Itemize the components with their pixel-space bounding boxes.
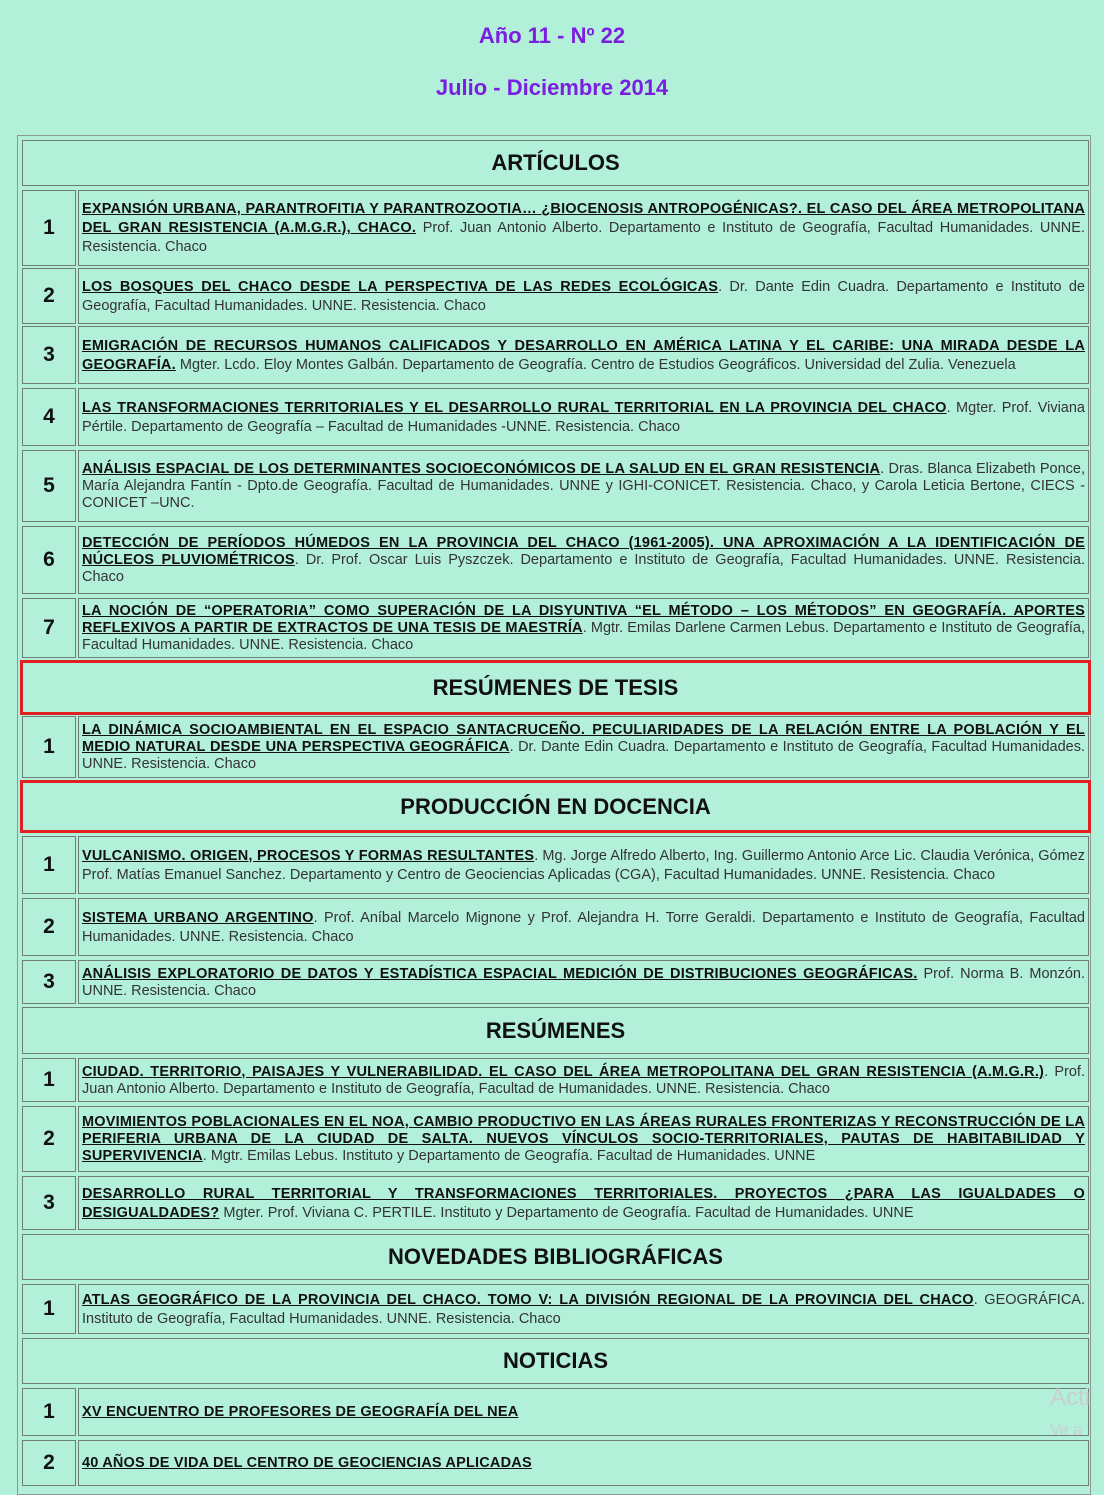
item-number: 1: [22, 716, 76, 778]
list-item: [78, 388, 1089, 446]
activation-watermark: Acti: [1050, 1384, 1091, 1411]
item-number: 2: [22, 1440, 76, 1486]
item-number: 3: [22, 1176, 76, 1230]
item-number: 7: [22, 598, 76, 658]
article-authors: . Mgtr. Emilas Lebus. Instituto y Departamento de Geografía. Facultad de Humanidades. UNNE: [202, 1148, 816, 1164]
item-number: 4: [22, 388, 76, 446]
item-number: 1: [22, 836, 76, 894]
issue-period: Julio - Diciembre 2014: [435, 75, 669, 100]
article-link[interactable]: LA DINÁMICA SOCIOAMBIENTAL EN EL ESPACIO SANTACRUCEÑO. PECULIARIDADES DE LA RELACIÓN ENTRE LA POBLACIÓN Y EL MEDIO NATURAL DESDE UNA PERSPECTIVA GEOGRÁFICA: [82, 722, 1085, 755]
list-item: [78, 1284, 1089, 1334]
section-noticias-heading: NOTICIAS: [22, 1338, 1089, 1384]
article-authors: . Mgter. Prof. Viviana Pértile. Departamento de Geografía – Facultad de Humanidades -UNNE. Resistencia. Chaco: [82, 399, 1085, 435]
article-authors: . Mgtr. Emilas Darlene Carmen Lebus. Departamento e Instituto de Geografía, Facultad Humanidades. UNNE. Resistencia. Chaco: [82, 620, 1085, 653]
list-item: [78, 1176, 1089, 1230]
article-authors: Mgter. Lcdo. Eloy Montes Galbán. Departamento de Geografía. Centro de Estudios Geográficos. Universidad del Zulia. Venezuela: [175, 356, 1016, 373]
section-articulos-heading: ARTÍCULOS: [22, 140, 1089, 186]
article-link[interactable]: LAS TRANSFORMACIONES TERRITORIALES Y EL DESARROLLO RURAL TERRITORIAL EN LA PROVINCIA DEL CHACO: [82, 399, 947, 416]
item-number: 2: [22, 898, 76, 956]
list-item: [78, 716, 1089, 778]
article-link[interactable]: SISTEMA URBANO ARGENTINO: [82, 909, 314, 926]
item-number: 1: [22, 1388, 76, 1436]
item-number: 2: [22, 268, 76, 324]
list-item: [78, 1058, 1089, 1102]
section-docencia-heading: PRODUCCIÓN EN DOCENCIA: [20, 780, 1091, 833]
article-authors: . Mg. Jorge Alfredo Alberto, Ing. Guillermo Antonio Arce Lic. Claudia Verónica, Gómez Prof. Matías Emanuel Sanchez. Departamento y Centro de Geociencias Aplicadas (CGA), Facultad Humanidades. UNNE. Resistencia. Chaco: [82, 847, 1085, 883]
article-authors: . Prof. Juan Antonio Alberto. Departamento e Instituto de Geografía, Facultad de Humanidades. UNNE. Resistencia. Chaco: [82, 1063, 1085, 1097]
article-authors: . Dr. Dante Edin Cuadra. Departamento e Instituto de Geografía, Facultad Humanidades. UNNE. Resistencia. Chaco: [82, 278, 1085, 314]
item-number: 3: [22, 960, 76, 1004]
item-number: 1: [22, 1058, 76, 1102]
issue-number: Año 11 - Nº 22: [478, 23, 626, 48]
article-link[interactable]: LOS BOSQUES DEL CHACO DESDE LA PERSPECTIVA DE LAS REDES ECOLÓGICAS: [82, 278, 719, 295]
list-item: [78, 1106, 1089, 1172]
article-link[interactable]: ATLAS GEOGRÁFICO DE LA PROVINCIA DEL CHACO. TOMO V: LA DIVISIÓN REGIONAL DE LA PROVINCIA DEL CHACO: [82, 1291, 974, 1308]
section-tesis-heading: RESÚMENES DE TESIS: [20, 660, 1091, 715]
article-link[interactable]: VULCANISMO. ORIGEN, PROCESOS Y FORMAS RESULTANTES: [82, 847, 535, 864]
list-item: [78, 898, 1089, 956]
list-item: [78, 598, 1089, 658]
article-authors: Prof. Juan Antonio Alberto. Departamento e Instituto de Geografía, Facultad Humanidades. UNNE. Resistencia. Chaco: [82, 220, 1085, 255]
article-authors: Prof. Norma B. Monzón. UNNE. Resistencia. Chaco: [82, 965, 1085, 999]
list-item: [78, 1440, 1089, 1486]
article-authors: . GEOGRÁFICA. Instituto de Geografía, Facultad Humanidades. UNNE. Resistencia. Chaco: [82, 1291, 1085, 1327]
article-authors: . Dr. Prof. Oscar Luis Pyszczek. Departamento e Instituto de Geografía, Facultad Humanidades. UNNE. Resistencia. Chaco: [82, 552, 1085, 585]
article-link[interactable]: LA NOCIÓN DE “OPERATORIA” COMO SUPERACIÓN DE LA DISYUNTIVA “EL MÉTODO – LOS MÉTODOS” EN GEOGRAFÍA. APORTES REFLEXIVOS A PARTIR DE EXTRACTOS DE UNA TESIS DE MAESTRÍA: [82, 603, 1085, 636]
list-item: [78, 1388, 1089, 1436]
item-number: 1: [22, 1284, 76, 1334]
article-link[interactable]: ANÁLISIS ESPACIAL DE LOS DETERMINANTES SOCIOECONÓMICOS DE LA SALUD EN EL GRAN RESISTENCIA: [82, 461, 881, 477]
list-item: [78, 836, 1089, 894]
article-link[interactable]: ANÁLISIS EXPLORATORIO DE DATOS Y ESTADÍSTICA ESPACIAL MEDICIÓN DE DISTRIBUCIONES GEOGRÁFICAS.: [82, 965, 918, 982]
article-link[interactable]: EMIGRACIÓN DE RECURSOS HUMANOS CALIFICADOS Y DESARROLLO EN AMÉRICA LATINA Y EL CARIBE: UNA MIRADA DESDE LA GEOGRAFÍA.: [82, 337, 1085, 373]
article-link[interactable]: DETECCIÓN DE PERÍODOS HÚMEDOS EN LA PROVINCIA DEL CHACO (1961-2005). UNA APROXIMACIÓN A LA IDENTIFICACIÓN DE NÚCLEOS PLUVIOMÉTRICOS: [82, 535, 1085, 568]
article-link[interactable]: EXPANSIÓN URBANA, PARANTROFITIA Y PARANTROZOOTIA… ¿BIOCENOSIS ANTROPOGÉNICAS?. EL CASO DEL ÁREA METROPOLITANA DEL GRAN RESISTENCIA (A.M.G.R.), CHACO.: [82, 201, 1085, 236]
news-link[interactable]: 40 AÑOS DE VIDA DEL CENTRO DE GEOCIENCIAS APLICADAS: [82, 1455, 532, 1471]
section-novedades-heading: NOVEDADES BIBLIOGRÁFICAS: [22, 1234, 1089, 1280]
article-link[interactable]: DESARROLLO RURAL TERRITORIAL Y TRANSFORMACIONES TERRITORIALES. PROYECTOS ¿PARA LAS IGUALDADES O DESIGUALDADES?: [82, 1185, 1085, 1221]
article-authors: . Prof. Aníbal Marcelo Mignone y Prof. Alejandra H. Torre Geraldi. Departamento e Instituto de Geografía, Facultad Humanidades. UNNE. Resistencia. Chaco: [82, 909, 1085, 945]
list-item: [78, 526, 1089, 594]
list-item: [78, 960, 1089, 1004]
section-resumenes-heading: RESÚMENES: [22, 1007, 1089, 1054]
item-number: 3: [22, 326, 76, 384]
item-number: 2: [22, 1106, 76, 1172]
list-item: [78, 190, 1089, 266]
article-authors: . Dras. Blanca Elizabeth Ponce, María Alejandra Fantín - Dpto.de Geografía. Facultad de Humanidades. UNNE y IGHI-CONICET. Resistencia. Chaco, y Carola Leticia Bertone, CIECS - CONICET –UNC.: [82, 461, 1085, 511]
activation-watermark-sub: Ve a: [1050, 1422, 1083, 1439]
news-link[interactable]: XV ENCUENTRO DE PROFESORES DE GEOGRAFÍA DEL NEA: [82, 1404, 519, 1420]
item-number: 5: [22, 450, 76, 522]
article-link[interactable]: CIUDAD. TERRITORIO, PAISAJES Y VULNERABILIDAD. EL CASO DEL ÁREA METROPOLITANA DEL GRAN RESISTENCIA (A.M.G.R.): [82, 1063, 1045, 1080]
list-item: [78, 268, 1089, 324]
article-authors: . Dr. Dante Edin Cuadra. Departamento e Instituto de Geografía, Facultad Humanidades. UNNE. Resistencia. Chaco: [82, 739, 1085, 772]
article-link[interactable]: MOVIMIENTOS POBLACIONALES EN EL NOA, CAMBIO PRODUCTIVO EN LAS ÁREAS RURALES FRONTERIZAS Y RECONSTRUCCIÓN DE LA PERIFERIA URBANA DE LA CIUDAD DE SALTA. NUEVOS VÍNCULOS SOCIO-TERRITORIALES, PAUTAS DE HABITABILIDAD Y SUPERVIVENCIA: [82, 1114, 1085, 1164]
list-item: [78, 326, 1089, 384]
item-number: 6: [22, 526, 76, 594]
list-item: [78, 450, 1089, 522]
item-number: 1: [22, 190, 76, 266]
article-authors: Mgter. Prof. Viviana C. PERTILE. Instituto y Departamento de Geografía. Facultad de Humanidades. UNNE: [219, 1204, 914, 1221]
